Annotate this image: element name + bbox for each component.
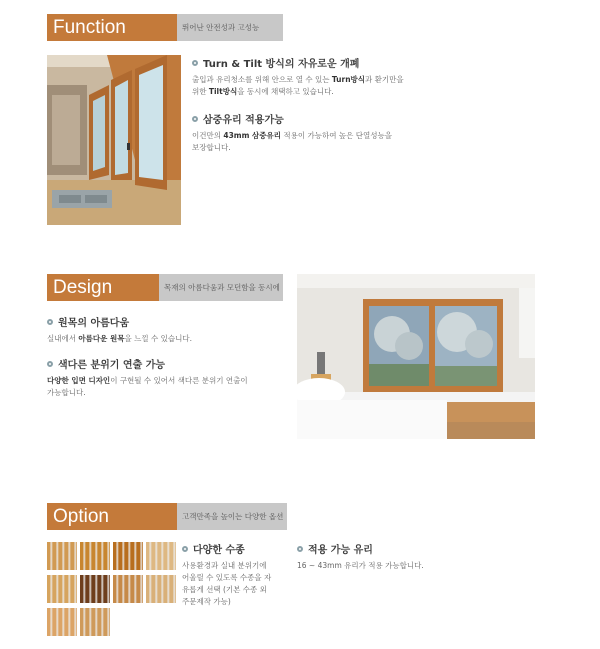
function-header <box>47 14 283 41</box>
option-header <box>47 503 287 530</box>
item-text-line: 유롭게 선택 (기본 수종 외 <box>182 585 267 594</box>
item-text-line: 가능합니다. <box>47 388 86 397</box>
function-subtitle: 뛰어난 안전성과 고성능 <box>177 14 283 41</box>
bullet-icon <box>47 361 53 367</box>
design-subtitle: 목재의 아름다움과 모던함을 동시에 <box>159 274 283 301</box>
option-title: Option <box>47 503 177 530</box>
kitchen-window-photo <box>47 55 181 225</box>
option-subtitle: 고객만족을 높이는 다양한 옵션 <box>177 503 287 530</box>
item-text-line: 어울릴 수 있도록 수종을 자 <box>182 573 272 582</box>
bullet-icon <box>182 546 188 552</box>
item-title: 원목의 아름다움 <box>58 318 130 329</box>
wood-swatch <box>80 575 110 603</box>
item-text-line: 실내에서 아름다운 원목을 느낄 수 있습니다. <box>47 334 192 343</box>
bullet-icon <box>192 60 198 66</box>
item-text-line: 주문제작 가능) <box>182 597 231 606</box>
function-item-triple-glass <box>192 111 522 154</box>
function-title: Function <box>47 14 177 41</box>
item-text-line: 출입과 유리청소를 위해 안으로 열 수 있는 Turn방식과 환기만을 <box>192 75 404 84</box>
option-item-glass <box>297 541 537 572</box>
wood-swatch <box>47 542 77 570</box>
option-item-wood-species <box>182 541 292 608</box>
item-title: 삼중유리 적용가능 <box>203 115 284 126</box>
item-text-line: 보장합니다. <box>192 143 231 152</box>
wood-swatch <box>113 575 143 603</box>
bullet-icon <box>192 116 198 122</box>
item-text-line: 다양한 입면 디자인이 구현될 수 있어서 색다른 분위기 연출이 <box>47 376 248 385</box>
design-item-atmosphere <box>47 356 292 399</box>
bullet-icon <box>297 546 303 552</box>
design-header <box>47 274 283 301</box>
item-text-line: 사용환경과 실내 분위기에 <box>182 561 267 570</box>
function-item-turn-tilt <box>192 55 522 98</box>
wood-swatch <box>146 542 176 570</box>
design-item-wood-beauty <box>47 314 287 345</box>
item-text-line: 이건만의 43mm 삼중유리 적용이 가능하여 높은 단열성능을 <box>192 131 393 140</box>
wood-swatch <box>47 575 77 603</box>
design-title: Design <box>47 274 159 301</box>
wood-swatch <box>47 608 77 636</box>
wood-swatch <box>113 542 143 570</box>
item-title: Turn & Tilt 방식의 자유로운 개폐 <box>203 59 360 70</box>
item-title: 색다른 분위기 연출 가능 <box>58 360 166 371</box>
wood-swatch <box>80 608 110 636</box>
item-title: 적용 가능 유리 <box>308 545 373 556</box>
item-text-line: 위한 Tilt방식을 동시에 채택하고 있습니다. <box>192 87 334 96</box>
wood-swatch <box>146 575 176 603</box>
wood-swatch <box>80 542 110 570</box>
bullet-icon <box>47 319 53 325</box>
item-text-line: 16 ~ 43mm 유리가 적용 가능합니다. <box>297 561 424 570</box>
bedroom-window-photo <box>297 274 535 439</box>
item-title: 다양한 수종 <box>193 545 245 556</box>
